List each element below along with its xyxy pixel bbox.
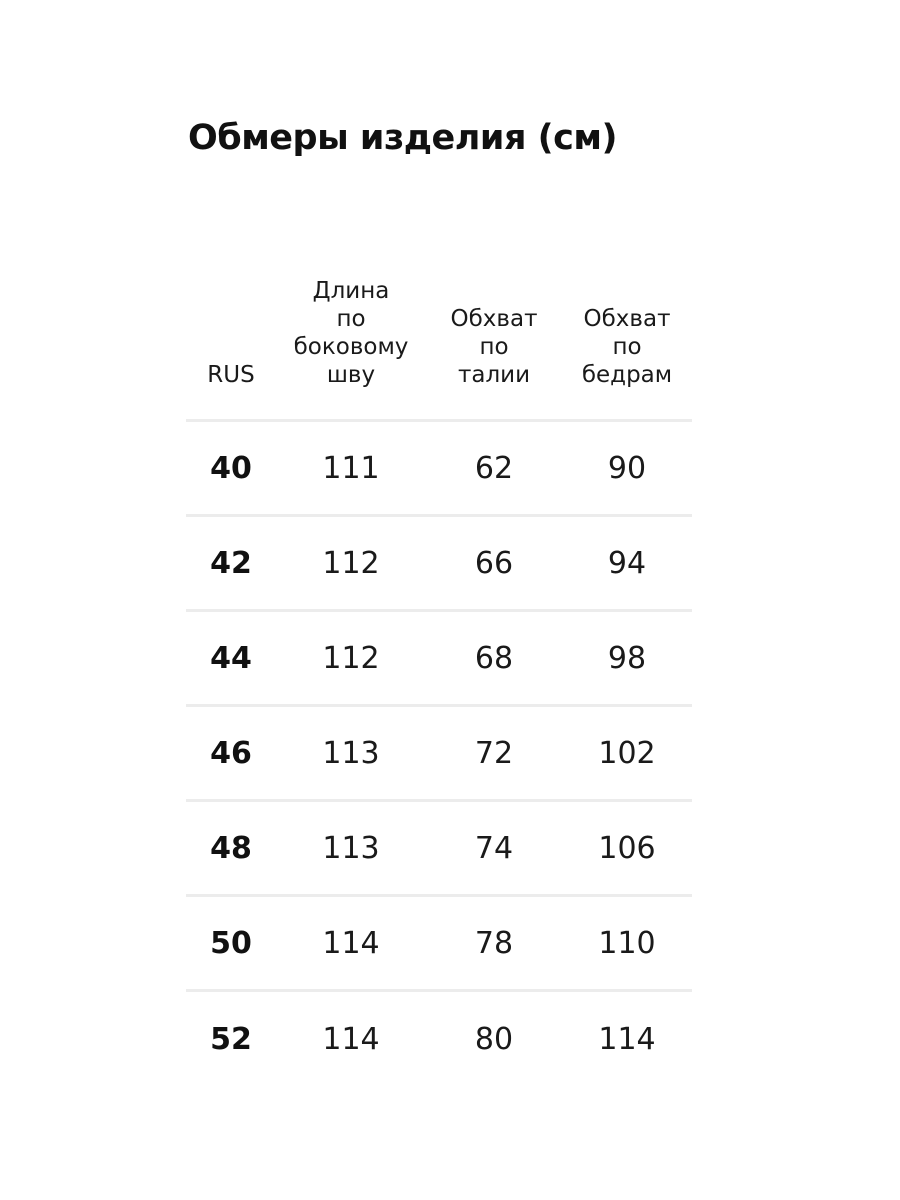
hips-cell: 90 [607, 450, 647, 486]
side-seam-cell: 112 [322, 545, 380, 581]
side-seam-cell: 111 [322, 450, 380, 486]
size-cell: 44 [210, 640, 252, 676]
hips-cell: 106 [598, 830, 656, 866]
size-cell: 52 [210, 1022, 252, 1057]
waist-cell: 62 [474, 450, 514, 486]
table-row [186, 517, 692, 612]
header-line: талии [457, 362, 531, 388]
size-cell: 46 [210, 735, 252, 771]
waist-cell: 66 [474, 545, 514, 581]
page-title: Обмеры изделия (см) [188, 118, 617, 158]
size-cell: 40 [210, 450, 252, 486]
waist-cell: 74 [474, 830, 514, 866]
waist-cell: 68 [474, 640, 514, 676]
hips-cell: 98 [607, 640, 647, 676]
side-seam-cell: 114 [322, 1022, 380, 1057]
side-seam-cell: 113 [322, 735, 380, 771]
table-row [186, 897, 692, 992]
side-seam-cell: 112 [322, 640, 380, 676]
hips-cell: 114 [598, 1022, 656, 1057]
size-cell: 50 [210, 925, 252, 961]
hips-cell: 94 [607, 545, 647, 581]
waist-cell: 72 [474, 735, 514, 771]
header-hips [562, 276, 692, 419]
waist-cell: 80 [474, 1022, 514, 1057]
hips-cell: 102 [598, 735, 656, 771]
header-line: Обхват [450, 306, 538, 332]
size-cell: 48 [210, 830, 252, 866]
table-row [186, 612, 692, 707]
header-line: по [336, 306, 366, 332]
header-side-seam-length [276, 276, 426, 419]
table-row [186, 992, 692, 1087]
header-line: RUS [207, 362, 255, 388]
header-waist [426, 276, 562, 419]
hips-cell: 110 [598, 925, 656, 961]
header-line: по [612, 334, 642, 360]
header-line: Длина [312, 278, 390, 304]
size-table [186, 276, 692, 1087]
header-line: Обхват [583, 306, 671, 332]
waist-cell: 78 [474, 925, 514, 961]
table-row [186, 707, 692, 802]
header-line: боковому [293, 334, 409, 360]
header-line: по [479, 334, 509, 360]
table-row [186, 802, 692, 897]
side-seam-cell: 114 [322, 925, 380, 961]
header-line: шву [326, 362, 376, 388]
table-header-row [186, 276, 692, 422]
header-line: бедрам [581, 362, 673, 388]
header-size-rus [186, 276, 276, 419]
size-cell: 42 [210, 545, 252, 581]
table-row [186, 422, 692, 517]
side-seam-cell: 113 [322, 830, 380, 866]
